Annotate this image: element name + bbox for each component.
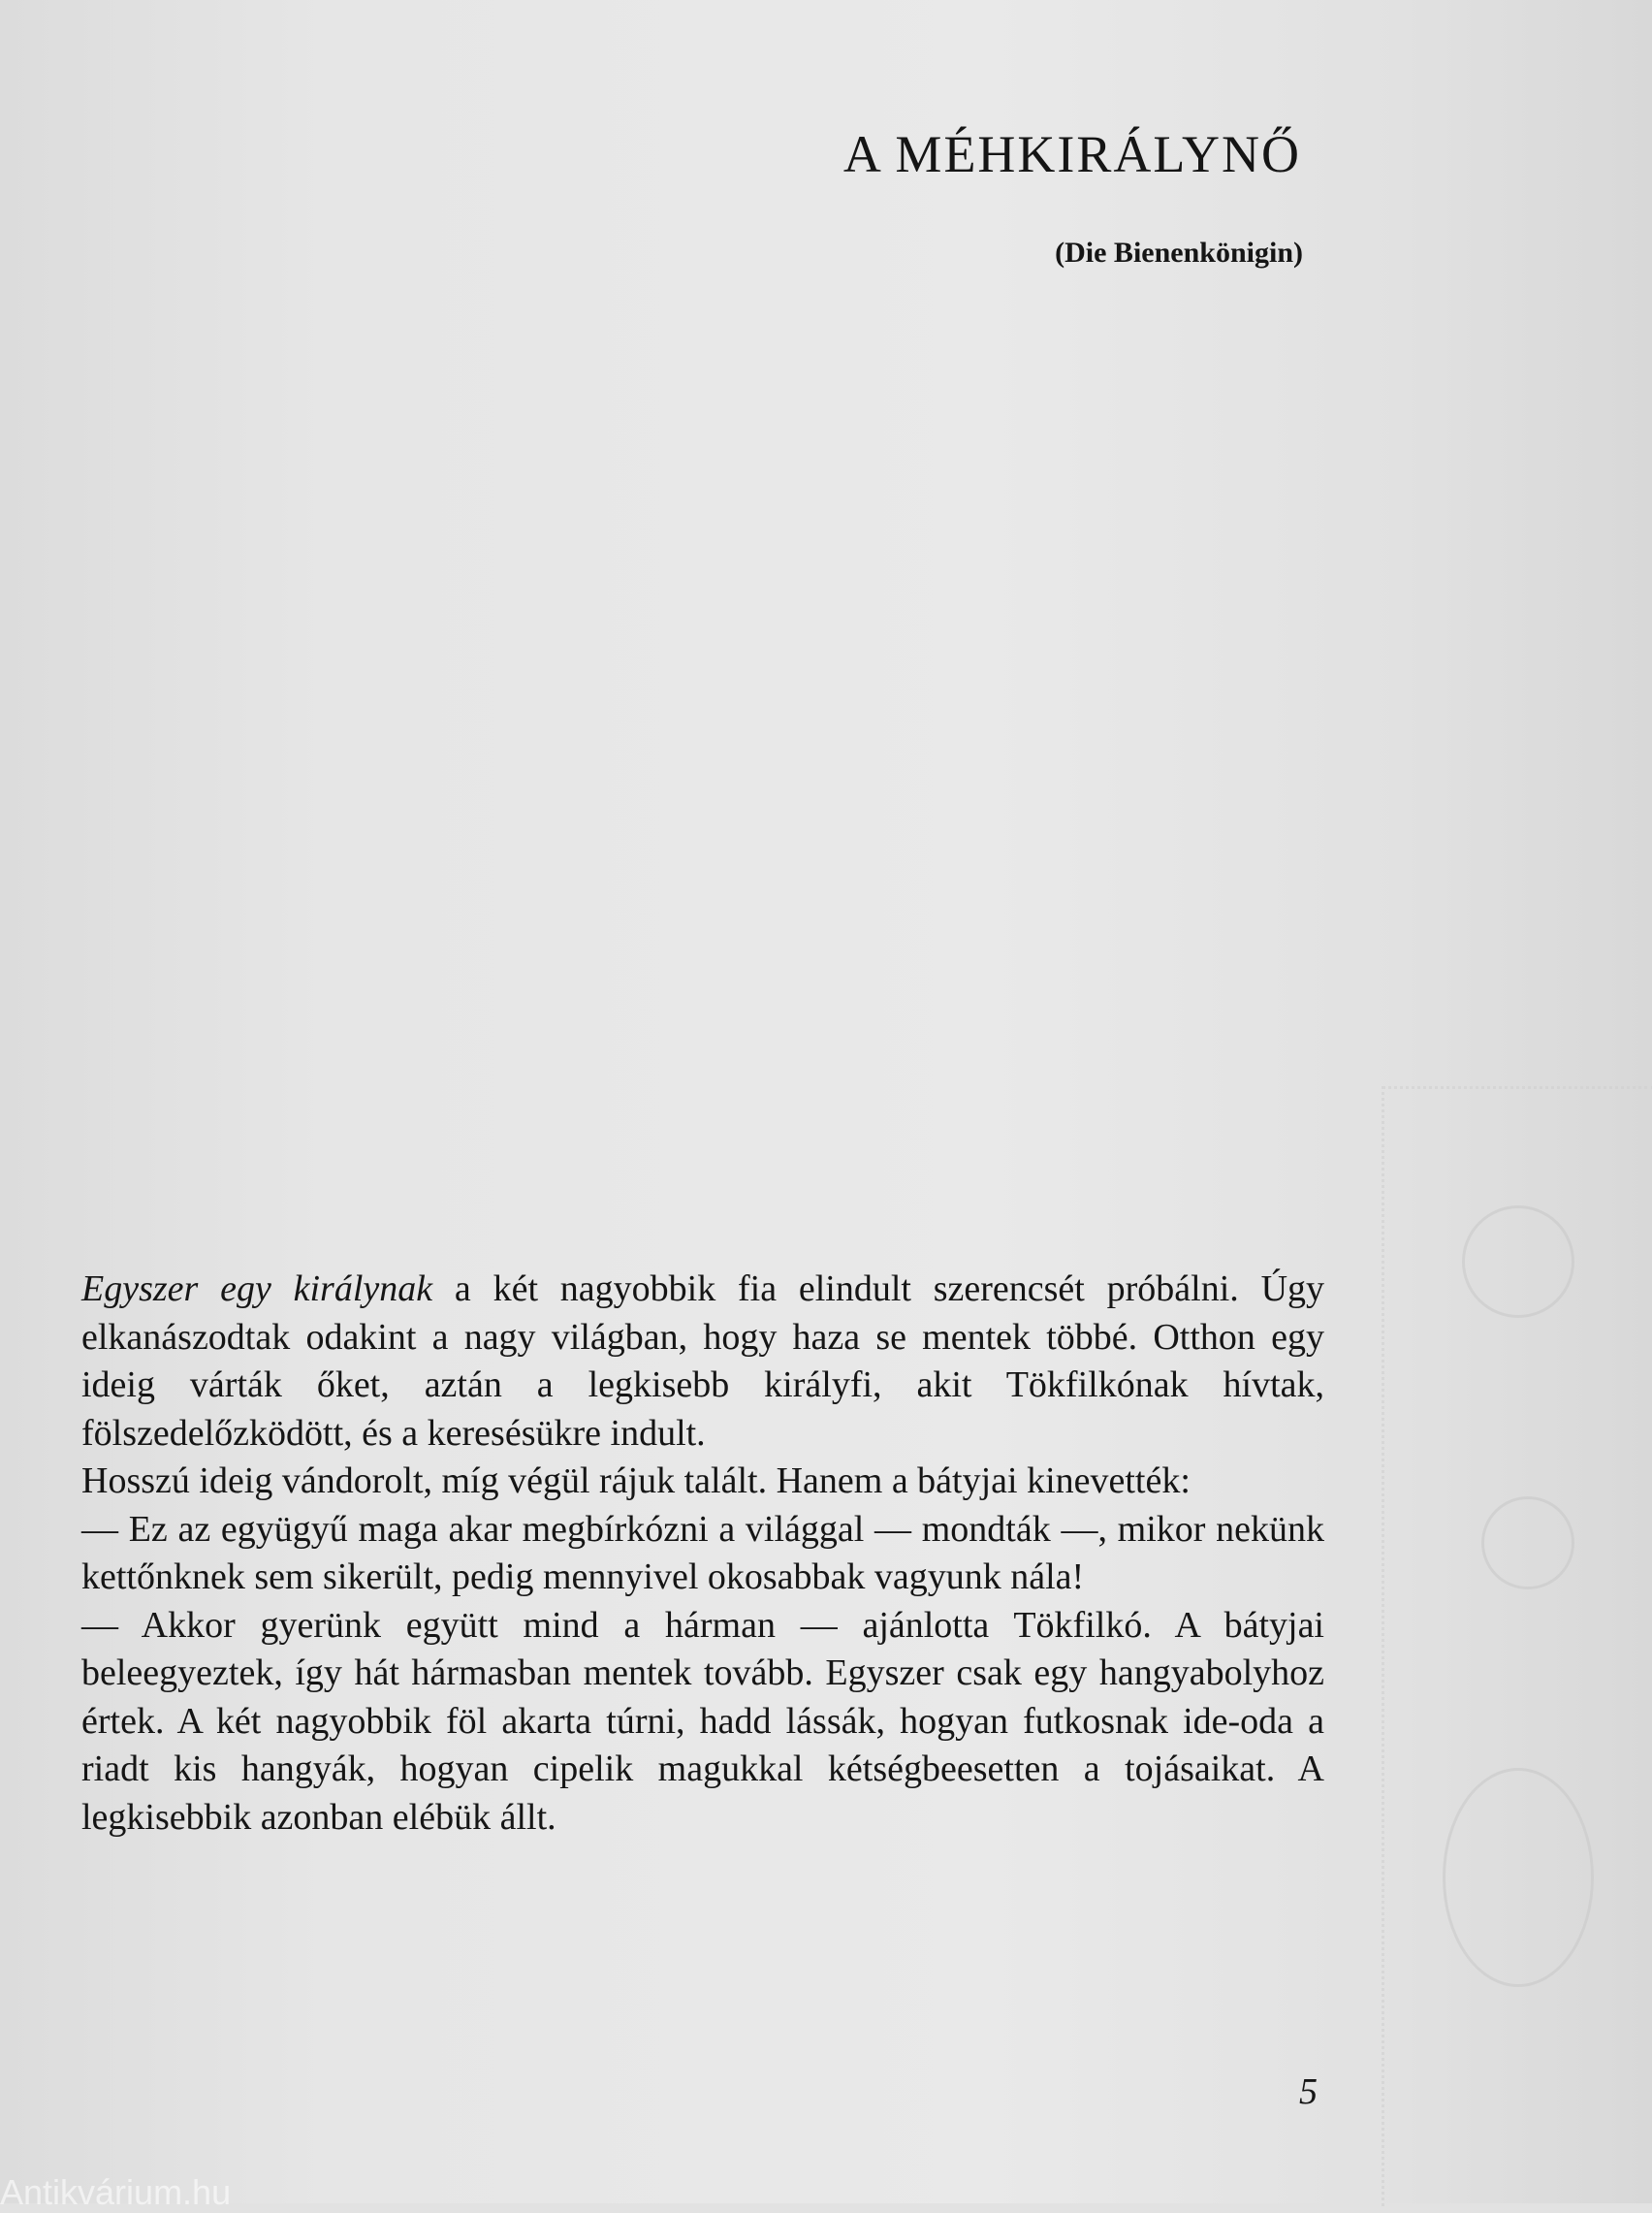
opening-words: Egyszer egy királynak	[81, 1268, 433, 1309]
paragraph: — Ez az együgyű maga akar megbírkózni a világgal — mondták —, mikor nekünk kettőnknek sem sikerült, pedig mennyivel okosabbak vagyunk nála!	[81, 1508, 1324, 1597]
story-body	[81, 1266, 1324, 1842]
ornament-circle	[1462, 1205, 1574, 1318]
ornament-oval	[1443, 1768, 1594, 1987]
paragraph-text: a két nagyobbik fia elindult szerencsét próbálni. Úgy elkanászodtak odakint a nagy világban, hogy haza se mentek többé. Otthon egy ideig várták őket, aztán a legkisebb királyfi, akit Tökfilkónak hívtak, fölszedelőzködött, és a keresésükre indult.	[81, 1268, 1325, 1454]
paragraph	[81, 1266, 1324, 1458]
paragraph: — Akkor gyerünk együtt mind a hárman — ajánlotta Tökfilkó. A bátyjai beleegyeztek, így hát hármasban mentek tovább. Egyszer csak egy hangyabolyhoz értek. A két nagyobbik föl akarta túrni, hadd lássák, hogyan futkosnak ide-oda a riadt kis hangyák, hogyan cipelik magukkal kétségbeesetten a tojásaikat. A legkisebbik azonban elébük állt.	[81, 1604, 1324, 1838]
ornament-circle	[1481, 1496, 1574, 1589]
page-number: 5	[1299, 2071, 1318, 2112]
story-title: A MÉHKIRÁLYNŐ	[842, 125, 1301, 183]
bleed-through-illustration	[1382, 1086, 1652, 2206]
watermark: Antikvárium.hu	[0, 2172, 232, 2212]
story-subtitle: (Die Bienenkönigin)	[1055, 237, 1303, 269]
paragraph: Hosszú ideig vándorolt, míg végül rájuk talált. Hanem a bátyjai kinevették:	[81, 1460, 1191, 1501]
